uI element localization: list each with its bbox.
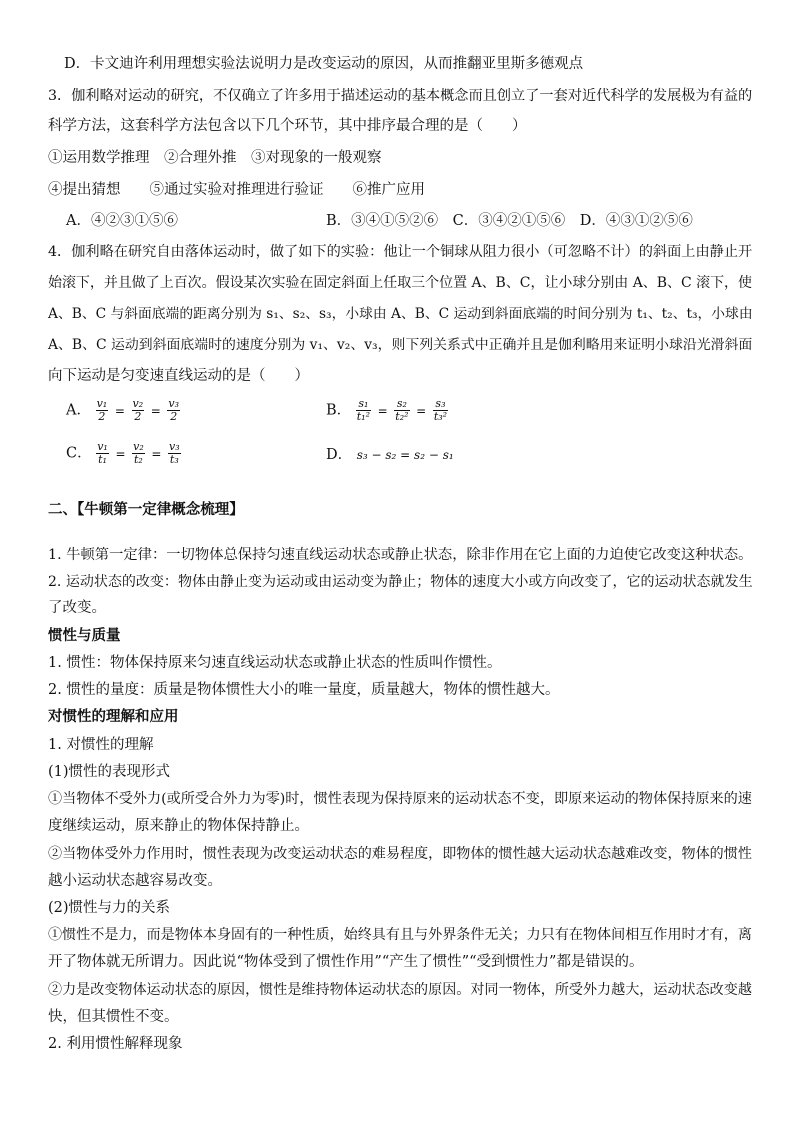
denominator: 2 bbox=[170, 410, 178, 423]
fraction bbox=[394, 398, 409, 423]
denominator: t₁² bbox=[356, 410, 371, 423]
paragraph: 了改变。 bbox=[48, 600, 106, 616]
q4-option-c bbox=[66, 441, 181, 466]
numerator: v₂ bbox=[133, 440, 144, 453]
subheading-understanding: 对惯性的理解和应用 bbox=[48, 708, 179, 725]
numerator: v₁ bbox=[96, 397, 108, 410]
paragraph: 2. 利用惯性解释现象 bbox=[48, 1036, 183, 1052]
denominator: 2 bbox=[98, 410, 106, 423]
numerator: s₁ bbox=[356, 398, 371, 411]
paragraph: 1. 惯性：物体保持原来匀速直线运动状态或静止状态的性质叫作惯性。 bbox=[48, 655, 502, 671]
paragraph: ②当物体受外力作用时，惯性表现为改变运动状态的难易程度，即物体的惯性越大运动状态越难改变，物体的惯性 bbox=[48, 846, 752, 862]
q4-line-5: 向下运动是匀变速直线运动的是（ ） bbox=[48, 368, 309, 384]
denominator: t₃² bbox=[433, 410, 448, 423]
paragraph: ②力是改变物体运动状态的原因，惯性是维持物体运动状态的原因。对同一物体，所受外力越大，运动状态改变越 bbox=[48, 982, 752, 998]
q4-option-a bbox=[66, 398, 180, 423]
q4-option-b bbox=[326, 398, 448, 423]
q3-line-1: 3．伽利略对运动的研究，不仅确立了许多用于描述运动的基本概念而且创立了一套对近代科学的发展极为有益的 bbox=[48, 88, 753, 104]
fraction bbox=[167, 398, 180, 423]
subheading-inertia-mass: 惯性与质量 bbox=[48, 627, 121, 644]
q4-option-c-label: C． bbox=[66, 445, 92, 462]
q3-line-2: 科学方法，这套科学方法包含以下几个环节，其中排序最合理的是（ ） bbox=[48, 118, 527, 134]
paragraph: ①惯性不是力，而是物体本身固有的一种性质，始终具有且与外界条件无关；力只有在物体间相互作用时才有，离 bbox=[48, 927, 752, 943]
q4-line-4: A、B、C 运动到斜面底端时的速度分别为 v₁、v₂、v₃，则下列关系式中正确并且是伽利略用来证明小球沿光滑斜面 bbox=[48, 337, 753, 353]
q4-option-a-label: A． bbox=[66, 402, 91, 419]
q4-option-d-label: D． bbox=[326, 447, 353, 463]
denominator: t₃ bbox=[169, 453, 179, 466]
numerator: v₁ bbox=[97, 440, 108, 453]
denominator: 2 bbox=[134, 410, 142, 423]
section-title: 二、【牛顿第一定律概念梳理】 bbox=[48, 501, 244, 518]
paragraph: 开了物体就无所谓力。因此说“物体受到了惯性作用”“产生了惯性”“受到惯性力”都是错误的。 bbox=[48, 954, 644, 970]
equals-sign: = bbox=[416, 403, 427, 418]
fraction bbox=[168, 441, 181, 466]
fraction bbox=[433, 398, 448, 423]
equals-sign: = bbox=[115, 446, 126, 461]
numerator: s₂ bbox=[394, 398, 409, 411]
fraction bbox=[132, 398, 145, 423]
fraction bbox=[132, 441, 145, 466]
denominator: t₂² bbox=[395, 410, 409, 423]
paragraph: (2)惯性与力的关系 bbox=[48, 900, 171, 916]
paragraph: ①当物体不受外力(或所受合外力为零)时，惯性表现为保持原来的运动状态不变，即原来运动的物体保持原来的速 bbox=[48, 791, 752, 807]
paragraph: 度继续运动，原来静止的物体保持静止。 bbox=[48, 818, 309, 834]
q4-option-d bbox=[326, 445, 454, 465]
paragraph: 2. 惯性的量度：质量是物体惯性大小的唯一量度，质量越大，物体的惯性越大。 bbox=[48, 682, 560, 698]
denominator: t₁ bbox=[98, 453, 107, 466]
equals-sign: = bbox=[377, 403, 388, 418]
fraction bbox=[96, 441, 109, 466]
numerator: v₃ bbox=[168, 397, 180, 410]
q4-line-2: 始滚下，并且做了上百次。假设某次实验在固定斜面上任取三个位置 A、B、C，让小球分别由 A、B、C 滚下，使 bbox=[48, 275, 752, 291]
paragraph: 越小运动状态越容易改变。 bbox=[48, 873, 222, 889]
paragraph: 快，但其惯性不变。 bbox=[48, 1009, 179, 1025]
equals-sign: = bbox=[151, 446, 162, 461]
q2-option-d: D．卡文迪许利用理想实验法说明力是改变运动的原因，从而推翻亚里斯多德观点 bbox=[64, 56, 584, 72]
q4-option-b-label: B． bbox=[326, 402, 352, 419]
paragraph: 1. 牛顿第一定律：一切物体总保持匀速直线运动状态或静止状态，除非作用在它上面的力迫使它改变这种状态。 bbox=[48, 547, 753, 563]
fraction bbox=[96, 398, 109, 423]
q3-option-bcd: B．③④①⑤②⑥ C．③④②①⑤⑥ D．④③①②⑤⑥ bbox=[326, 213, 693, 229]
q3-steps-1: ①运用数学推理 ②合理外推 ③对现象的一般观察 bbox=[48, 150, 382, 166]
q3-option-a: A．④②③①⑤⑥ bbox=[66, 213, 178, 229]
q4-option-d-expression: s₃ − s₂ = s₂ − s₁ bbox=[356, 448, 454, 462]
numerator: s₃ bbox=[433, 398, 448, 411]
paragraph: 1. 对惯性的理解 bbox=[48, 737, 154, 753]
equals-sign: = bbox=[150, 403, 161, 418]
q4-line-1: 4．伽利略在研究自由落体运动时，做了如下的实验：他让一个铜球从阻力很小（可忽略不计）的斜面上由静止开 bbox=[48, 244, 753, 260]
numerator: v₂ bbox=[132, 397, 144, 410]
paragraph: 2. 运动状态的改变：物体由静止变为运动或由运动变为静止；物体的速度大小或方向改变了，它的运动状态就发生 bbox=[48, 574, 753, 590]
numerator: v₃ bbox=[169, 440, 180, 453]
equals-sign: = bbox=[114, 403, 125, 418]
paragraph: (1)惯性的表现形式 bbox=[48, 764, 171, 780]
q4-line-3: A、B、C 与斜面底端的距离分别为 s₁、s₂、s₃，小球由 A、B、C 运动到斜面底端的时间分别为 t₁、t₂、t₃，小球由 bbox=[48, 306, 753, 322]
denominator: t₂ bbox=[134, 453, 143, 466]
fraction bbox=[356, 398, 371, 423]
q3-steps-2: ④提出猜想 ⑤通过实验对推理进行验证 ⑥推广应用 bbox=[48, 182, 425, 198]
